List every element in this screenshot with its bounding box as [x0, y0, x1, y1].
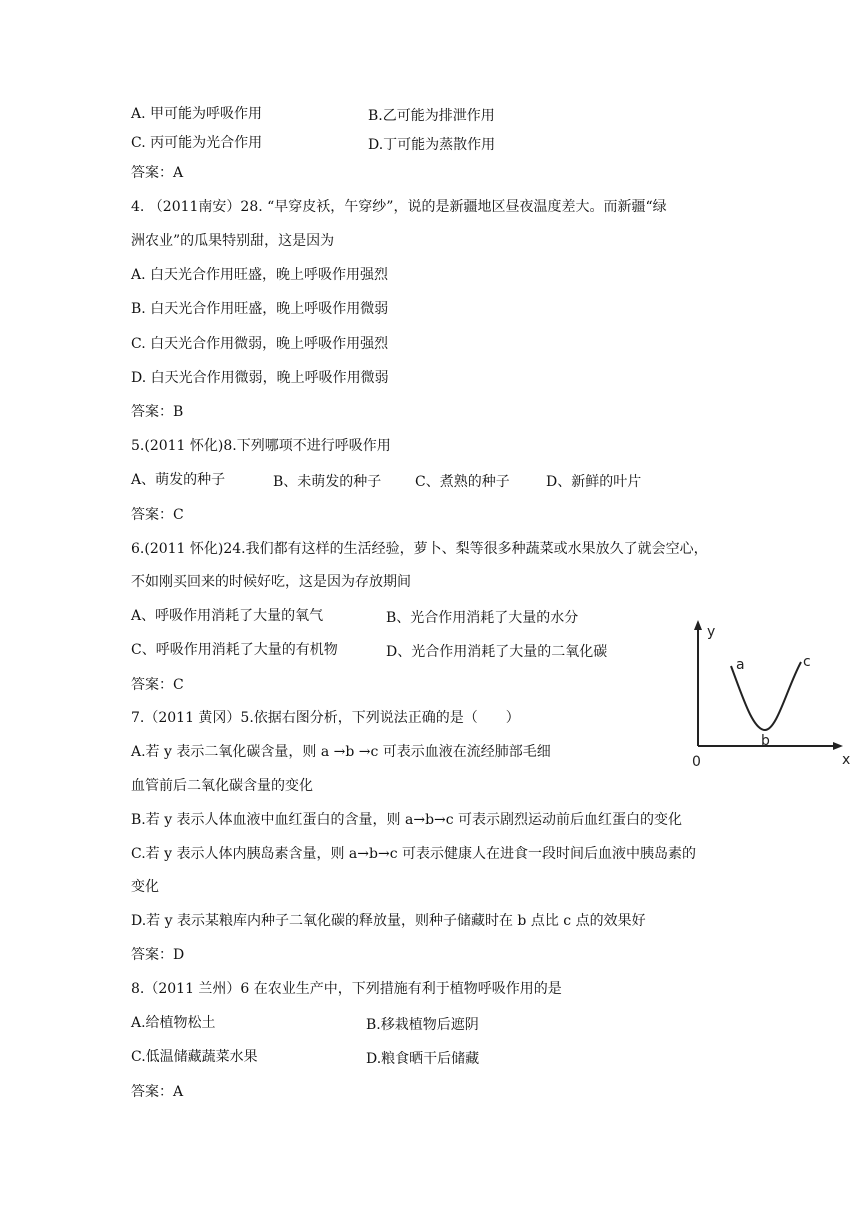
q4-question-line-1: 4. （2011南安）28. “早穿皮袄，午穿纱”，说的是新疆地区昼夜温度差大。而新疆“绿 — [131, 199, 667, 215]
q7-question: 7.（2011 黄冈）5.依据右图分析，下列说法正确的是（ ） — [131, 710, 520, 726]
q3-options-row-1 — [131, 105, 262, 123]
q8-answer: 答案：A — [131, 1084, 184, 1100]
q4-question-line-2: 洲农业”的瓜果特别甜，这是因为 — [131, 233, 335, 249]
q5-question: 5.(2011 怀化)8.下列哪项不进行呼吸作用 — [131, 438, 391, 454]
q8-option-a: A.给植物松土 — [131, 1015, 216, 1031]
q6-answer: 答案：C — [131, 677, 184, 693]
q5-option-c: C、煮熟的种子 — [415, 474, 510, 490]
q6-question-line-1: 6.(2011 怀化)24.我们都有这样的生活经验，萝卜、梨等很多种蔬菜或水果放久了就会空心， — [131, 541, 708, 557]
q7-option-a-line-1: A.若 y 表示二氧化碳含量，则 a →b →c 可表示血液在流经肺部毛细 — [131, 744, 551, 760]
q4-answer: 答案：B — [131, 404, 184, 420]
x-axis-label: x — [842, 752, 851, 768]
q5-answer: 答案：C — [131, 507, 184, 523]
q4-option-c: C. 白天光合作用微弱，晚上呼吸作用强烈 — [131, 336, 389, 352]
q6-option-b: B、光合作用消耗了大量的水分 — [386, 610, 579, 626]
q4-option-a: A. 白天光合作用旺盛，晚上呼吸作用强烈 — [131, 267, 389, 283]
q3-option-a: A. 甲可能为呼吸作用 — [131, 106, 263, 122]
q6-option-c: C、呼吸作用消耗了大量的有机物 — [131, 642, 338, 658]
q7-option-c-line-1: C.若 y 表示人体内胰岛素含量，则 a→b→c 可表示健康人在进食一段时间后血液中胰岛素的 — [131, 846, 696, 862]
q7-option-a-line-2: 血管前后二氧化碳含量的变化 — [131, 778, 313, 794]
q7-answer: 答案：D — [131, 947, 185, 963]
q8-question: 8.（2011 兰州）6 在农业生产中，下列措施有利于植物呼吸作用的是 — [131, 981, 562, 997]
q7-curve-graph — [685, 618, 855, 773]
q3-answer: 答案：A — [131, 165, 184, 181]
q8-option-b: B.移栽植物后遮阴 — [366, 1017, 479, 1033]
q7-option-b: B.若 y 表示人体血液中血红蛋白的含量，则 a→b→c 可表示剧烈运动前后血红蛋白的变化 — [131, 812, 683, 828]
q4-option-b: B. 白天光合作用旺盛，晚上呼吸作用微弱 — [131, 301, 389, 317]
point-b-label: b — [761, 733, 770, 749]
y-axis-label: y — [707, 624, 716, 640]
q3-option-d: D.丁可能为蒸散作用 — [368, 137, 496, 153]
point-a-label: a — [736, 657, 745, 673]
q5-option-d: D、新鲜的叶片 — [546, 474, 642, 490]
q5-option-a: A、萌发的种子 — [131, 472, 226, 488]
q7-option-c-line-2: 变化 — [131, 879, 159, 895]
q3-option-c: C. 丙可能为光合作用 — [131, 135, 263, 151]
q7-option-d: D.若 y 表示某粮库内种子二氧化碳的释放量，则种子储藏时在 b 点比 c 点的效果好 — [131, 913, 646, 929]
q4-option-d: D. 白天光合作用微弱，晚上呼吸作用微弱 — [131, 370, 389, 386]
q6-option-a: A、呼吸作用消耗了大量的氧气 — [131, 608, 324, 624]
q3-option-b: B.乙可能为排泄作用 — [368, 108, 495, 124]
x-axis-arrow — [833, 742, 843, 750]
q8-option-d: D.粮食晒干后储藏 — [366, 1051, 480, 1067]
point-c-label: c — [803, 654, 811, 670]
q6-option-d: D、光合作用消耗了大量的二氧化碳 — [386, 644, 608, 660]
y-axis-arrow — [694, 620, 702, 630]
q8-option-c: C.低温储藏蔬菜水果 — [131, 1049, 258, 1065]
origin-label: 0 — [692, 754, 701, 770]
q6-question-line-2: 不如刚买回来的时候好吃，这是因为存放期间 — [131, 574, 411, 590]
q5-option-b: B、未萌发的种子 — [273, 474, 382, 490]
